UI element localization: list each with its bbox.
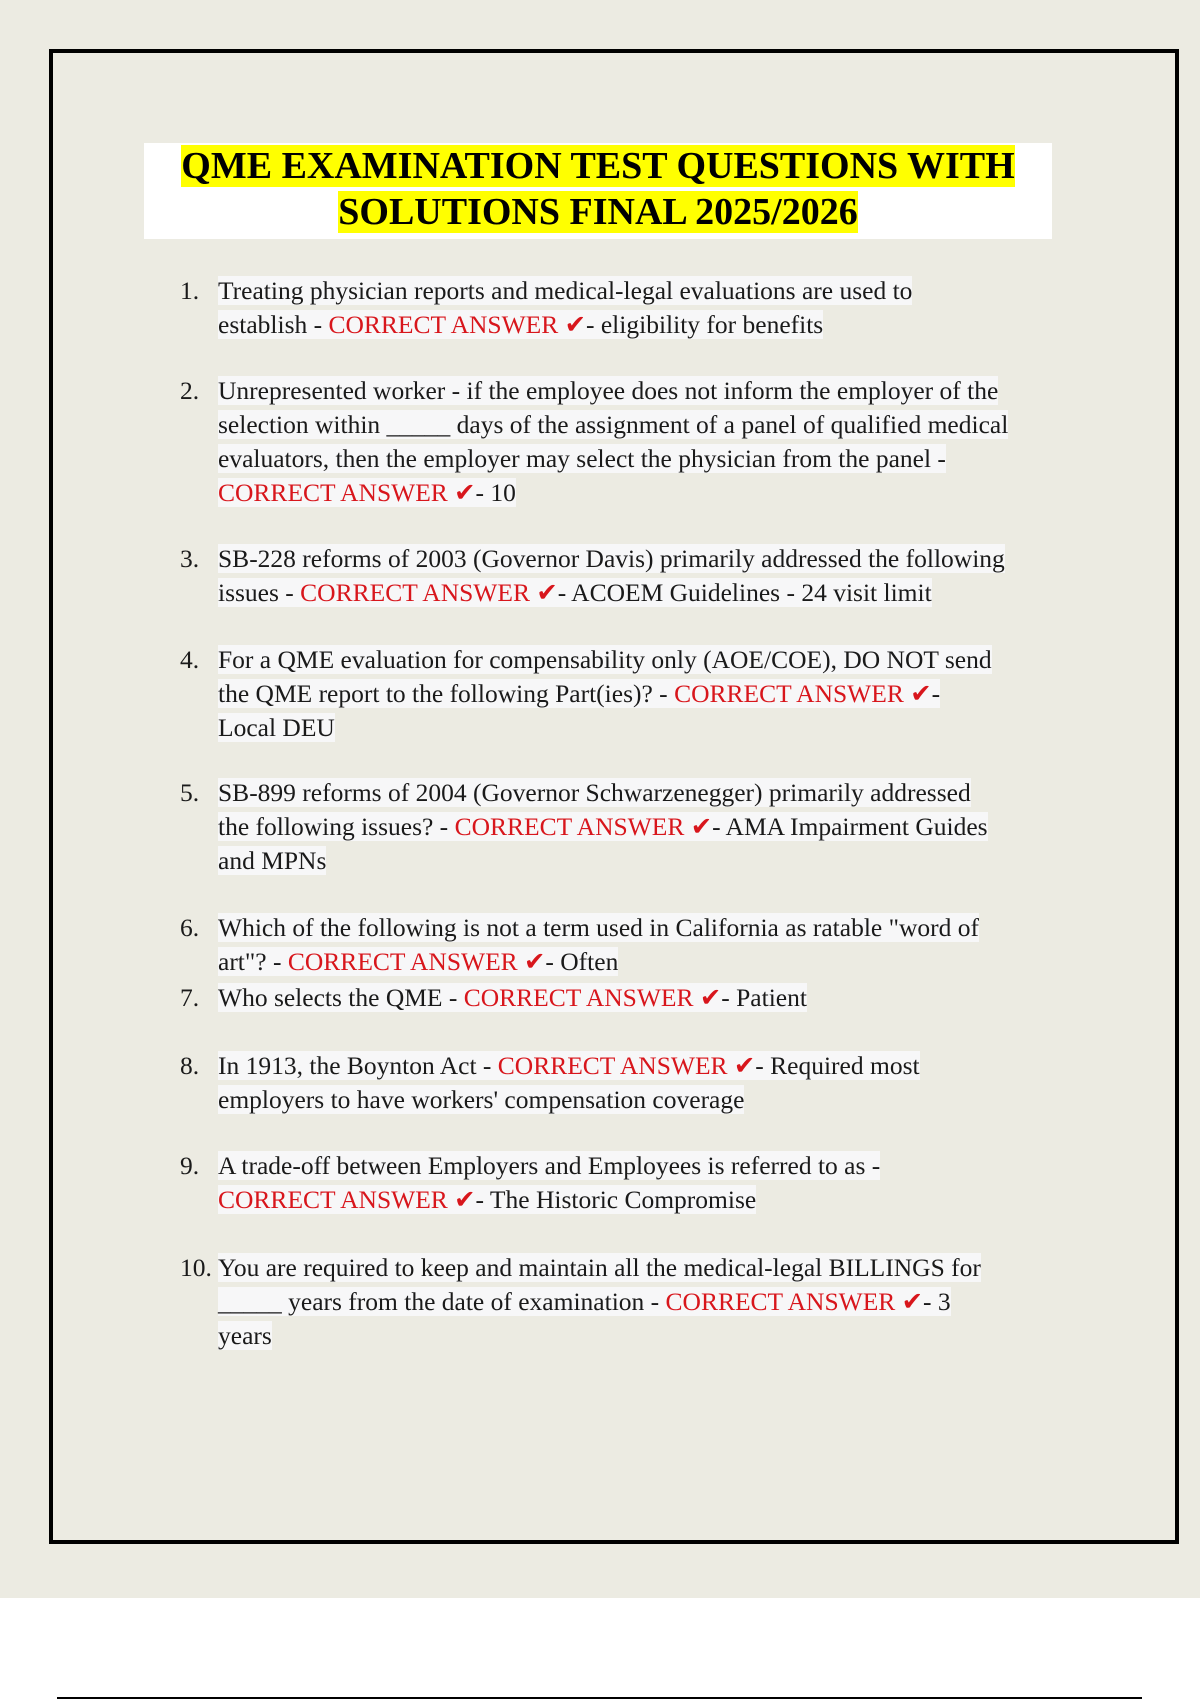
question-line-text bbox=[218, 913, 979, 942]
question-line-text bbox=[218, 544, 1005, 573]
correct-answer-label: CORRECT ANSWER ✔ bbox=[218, 478, 476, 507]
question-line bbox=[218, 643, 1100, 677]
question-line-text bbox=[218, 578, 932, 607]
question-text-segment: _____ years from the date of examination - bbox=[218, 1287, 666, 1316]
question-item bbox=[180, 776, 1100, 878]
question-text-segment: and MPNs bbox=[218, 846, 327, 875]
question-line bbox=[218, 776, 1100, 810]
question-line bbox=[218, 442, 1100, 476]
question-text-segment: art"? - bbox=[218, 947, 288, 976]
question-line bbox=[218, 1251, 1100, 1285]
question-line-text bbox=[218, 1321, 272, 1350]
question-line-text bbox=[218, 310, 823, 339]
question-item bbox=[180, 1149, 1100, 1217]
question-line bbox=[218, 945, 1100, 979]
question-line-text bbox=[218, 1051, 920, 1080]
question-line bbox=[218, 1319, 1100, 1353]
question-text bbox=[218, 911, 1100, 979]
question-text-segment: employers to have workers' compensation coverage bbox=[218, 1085, 745, 1114]
question-number: 3. bbox=[180, 544, 200, 573]
question-line bbox=[218, 1049, 1100, 1083]
question-text bbox=[218, 1149, 1100, 1217]
question-number: 2. bbox=[180, 376, 200, 405]
question-text-segment: the QME report to the following Part(ies)? - bbox=[218, 679, 675, 708]
question-line-text bbox=[218, 947, 618, 976]
question-text-segment: evaluators, then the employer may select the physician from the panel - bbox=[218, 444, 946, 473]
question-item bbox=[180, 274, 1100, 342]
question-text-segment: establish - bbox=[218, 310, 329, 339]
question-text-segment: Local DEU bbox=[218, 713, 335, 742]
question-line bbox=[218, 911, 1100, 945]
question-line bbox=[218, 810, 1100, 844]
question-line-text bbox=[218, 1185, 756, 1214]
title-line-2-text: SOLUTIONS FINAL 2025/2026 bbox=[338, 191, 858, 233]
question-line-text bbox=[218, 410, 1008, 439]
question-line-text bbox=[218, 778, 971, 807]
question-text-segment: selection within _____ days of the assignment of a panel of qualified medical bbox=[218, 410, 1009, 439]
correct-answer-label: CORRECT ANSWER ✔ bbox=[497, 1051, 756, 1080]
question-line-text bbox=[218, 478, 516, 507]
question-item bbox=[180, 911, 1100, 979]
question-text-segment: the following issues? - bbox=[218, 812, 455, 841]
correct-answer-label: CORRECT ANSWER ✔ bbox=[674, 679, 932, 708]
answer-text: - bbox=[931, 679, 941, 708]
question-text-segment: Who selects the QME - bbox=[218, 983, 464, 1012]
answer-text: - ACOEM Guidelines - 24 visit limit bbox=[557, 578, 932, 607]
question-line-text bbox=[218, 1085, 744, 1114]
question-line bbox=[218, 1149, 1100, 1183]
question-number: 10. bbox=[180, 1253, 212, 1282]
question-line-text bbox=[218, 983, 807, 1012]
question-number: 7. bbox=[180, 983, 200, 1012]
answer-text: - AMA Impairment Guides bbox=[712, 812, 988, 841]
correct-answer-label: CORRECT ANSWER ✔ bbox=[300, 578, 558, 607]
question-item bbox=[180, 643, 1100, 745]
question-line-text bbox=[218, 1253, 981, 1282]
question-line bbox=[218, 476, 1100, 510]
question-line bbox=[218, 374, 1100, 408]
question-text bbox=[218, 643, 1100, 745]
question-item bbox=[180, 1049, 1100, 1117]
question-line bbox=[218, 1285, 1100, 1319]
title-line-1-text: QME EXAMINATION TEST QUESTIONS WITH bbox=[181, 145, 1015, 187]
question-line-text bbox=[218, 812, 988, 841]
question-number: 1. bbox=[180, 276, 200, 305]
question-text-segment: You are required to keep and maintain all the medical-legal BILLINGS for bbox=[218, 1253, 981, 1282]
question-text bbox=[218, 981, 1100, 1015]
question-text-segment: years bbox=[218, 1321, 272, 1350]
question-line bbox=[218, 542, 1100, 576]
question-line-text bbox=[218, 713, 335, 742]
answer-text: - 3 bbox=[923, 1287, 951, 1316]
page-title bbox=[144, 143, 1052, 239]
question-number: 9. bbox=[180, 1151, 200, 1180]
answer-text: - 10 bbox=[475, 478, 516, 507]
question-text bbox=[218, 274, 1100, 342]
question-text bbox=[218, 1251, 1100, 1353]
question-text bbox=[218, 776, 1100, 878]
question-item bbox=[180, 981, 1100, 1015]
question-line bbox=[218, 981, 1100, 1015]
question-line-text bbox=[218, 276, 912, 305]
answer-text: - eligibility for benefits bbox=[586, 310, 824, 339]
question-line bbox=[218, 408, 1100, 442]
question-number: 6. bbox=[180, 913, 200, 942]
question-line bbox=[218, 1083, 1100, 1117]
correct-answer-label: CORRECT ANSWER ✔ bbox=[328, 310, 586, 339]
correct-answer-label: CORRECT ANSWER ✔ bbox=[218, 1185, 476, 1214]
correct-answer-label: CORRECT ANSWER ✔ bbox=[454, 812, 713, 841]
answer-text: - Required most bbox=[755, 1051, 920, 1080]
question-line-text bbox=[218, 1287, 951, 1316]
question-text-segment: Unrepresented worker - if the employee does not inform the employer of the bbox=[218, 376, 999, 405]
question-line-text bbox=[218, 645, 992, 674]
question-text-segment: Treating physician reports and medical-legal evaluations are used to bbox=[218, 276, 913, 305]
question-text-segment: SB-899 reforms of 2004 (Governor Schwarzenegger) primarily addressed bbox=[218, 778, 971, 807]
question-text bbox=[218, 1049, 1100, 1117]
bottom-rule bbox=[57, 1697, 1142, 1699]
question-line-text bbox=[218, 376, 998, 405]
question-text bbox=[218, 542, 1100, 610]
question-text-segment: issues - bbox=[218, 578, 301, 607]
question-line-text bbox=[218, 1151, 880, 1180]
answer-text: - Patient bbox=[721, 983, 807, 1012]
title-line-1 bbox=[144, 143, 1052, 189]
answer-text: - Often bbox=[545, 947, 619, 976]
correct-answer-label: CORRECT ANSWER ✔ bbox=[665, 1287, 924, 1316]
question-line bbox=[218, 308, 1100, 342]
question-text bbox=[218, 374, 1100, 510]
title-line-2 bbox=[144, 189, 1052, 235]
question-line-text bbox=[218, 679, 940, 708]
question-line bbox=[218, 677, 1100, 711]
question-text-segment: A trade-off between Employers and Employees is referred to as - bbox=[218, 1151, 881, 1180]
question-line-text bbox=[218, 444, 946, 473]
question-number: 5. bbox=[180, 778, 200, 807]
question-text-segment: Which of the following is not a term used in California as ratable "word of bbox=[218, 913, 980, 942]
question-item bbox=[180, 542, 1100, 610]
question-item bbox=[180, 1251, 1100, 1353]
question-line bbox=[218, 844, 1100, 878]
answer-text: - The Historic Compromise bbox=[475, 1185, 757, 1214]
question-line bbox=[218, 274, 1100, 308]
question-line bbox=[218, 576, 1100, 610]
question-line bbox=[218, 711, 1100, 745]
question-text-segment: SB-228 reforms of 2003 (Governor Davis) primarily addressed the following bbox=[218, 544, 1005, 573]
question-item bbox=[180, 374, 1100, 510]
correct-answer-label: CORRECT ANSWER ✔ bbox=[287, 947, 546, 976]
question-text-segment: In 1913, the Boynton Act - bbox=[218, 1051, 498, 1080]
question-line-text bbox=[218, 846, 326, 875]
question-line bbox=[218, 1183, 1100, 1217]
correct-answer-label: CORRECT ANSWER ✔ bbox=[463, 983, 722, 1012]
question-number: 4. bbox=[180, 645, 200, 674]
question-text-segment: For a QME evaluation for compensability only (AOE/COE), DO NOT send bbox=[218, 645, 992, 674]
question-number: 8. bbox=[180, 1051, 200, 1080]
